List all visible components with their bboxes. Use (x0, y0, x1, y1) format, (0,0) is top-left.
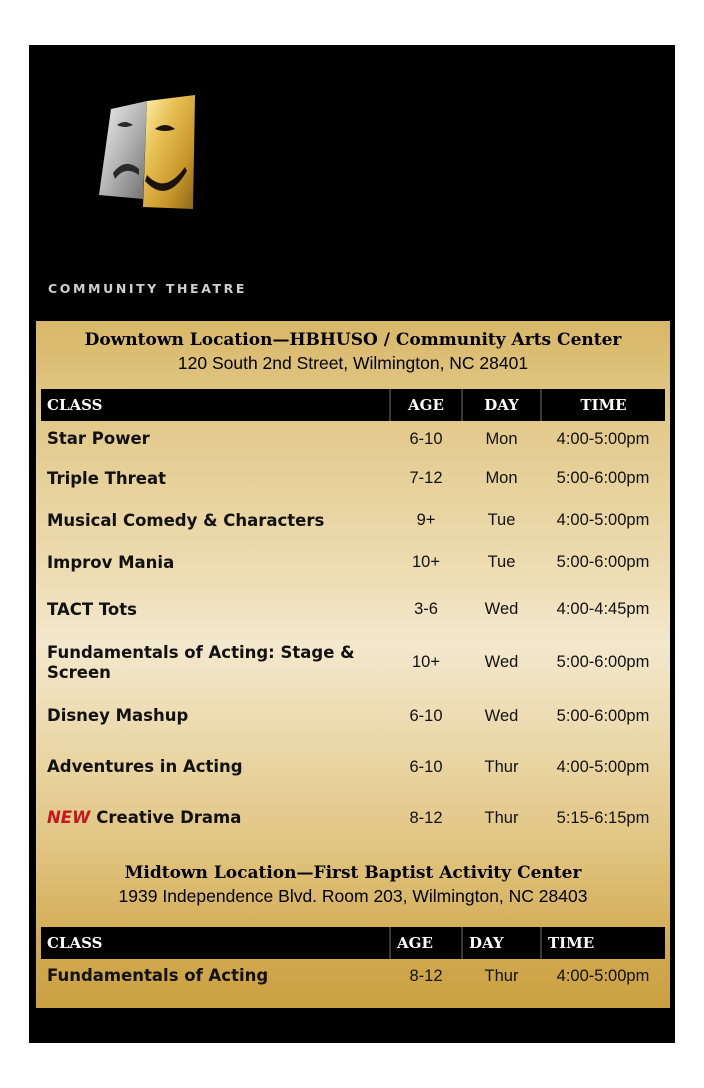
class-day: Tue (487, 511, 516, 529)
downtown-schedule-table (41, 389, 665, 844)
class-name: TACT Tots (47, 599, 137, 619)
class-time: 4:00-4:45pm (556, 600, 650, 618)
schedule-panel (36, 321, 670, 1008)
class-name: Musical Comedy & Characters (47, 510, 325, 530)
time-column-header: TIME (541, 927, 665, 959)
table-row (41, 742, 665, 792)
class-time: 4:00-5:00pm (556, 757, 650, 776)
class-day: Thur (484, 757, 519, 776)
class-column-header: CLASS (41, 389, 390, 421)
downtown-location-address: 120 South 2nd Street, Wilmington, NC 28401 (177, 353, 529, 373)
class-name: Star Power (47, 429, 150, 448)
class-day: Mon (485, 469, 518, 487)
midtown-location-title: Midtown Location—First Baptist Activity Center (124, 863, 582, 883)
class-column-header: CLASS (41, 927, 390, 959)
downtown-location-header (36, 329, 670, 375)
class-age: 3-6 (414, 600, 438, 618)
midtown-schedule-table (41, 927, 665, 993)
table-row (41, 541, 665, 584)
class-age: 6-10 (409, 757, 443, 776)
table-row (41, 792, 665, 844)
class-day: Wed (484, 600, 519, 618)
class-day: Tue (487, 553, 516, 571)
flyer (29, 45, 675, 1043)
class-time: 5:00-6:00pm (556, 553, 650, 571)
midtown-location-address: 1939 Independence Blvd. Room 203, Wilmington, NC 28403 (118, 886, 588, 906)
downtown-location-title: Downtown Location—HBHUSO / Community Arts Center (84, 330, 622, 350)
class-time: 5:00-6:00pm (556, 706, 650, 725)
table-row (41, 690, 665, 742)
class-name-text: Creative Drama (96, 808, 242, 827)
class-name (41, 792, 390, 844)
class-age: 10+ (412, 553, 440, 571)
class-age: 6-10 (409, 706, 443, 725)
class-age: 8-12 (409, 808, 443, 827)
table-header-row (41, 927, 665, 959)
class-time: 5:00-6:00pm (556, 653, 650, 671)
table-header-row (41, 389, 665, 421)
class-age: 6-10 (409, 429, 443, 448)
time-column-header: TIME (541, 389, 665, 421)
class-time: 4:00-5:00pm (556, 511, 650, 529)
new-badge: NEW (47, 808, 91, 827)
midtown-location-header (36, 862, 670, 908)
class-age: 7-12 (409, 469, 443, 487)
table-row (41, 584, 665, 635)
class-name: Improv Mania (47, 552, 175, 572)
class-day: Wed (484, 653, 519, 671)
class-day: Thur (484, 808, 519, 827)
day-column-header: DAY (462, 927, 541, 959)
class-name: Adventures in Acting (47, 757, 243, 776)
table-row (41, 500, 665, 541)
class-age: 9+ (416, 511, 436, 529)
class-age: 8-12 (409, 966, 443, 985)
class-name: Disney Mashup (47, 706, 189, 725)
class-name: Triple Threat (47, 468, 166, 488)
class-time: 4:00-5:00pm (556, 429, 650, 448)
class-day: Thur (484, 966, 519, 985)
day-column-header: DAY (462, 389, 541, 421)
table-row (41, 421, 665, 457)
tagline: COMMUNITY THEATRE (48, 281, 247, 296)
class-age: 10+ (412, 653, 440, 671)
class-name: Fundamentals of Acting (47, 966, 269, 985)
age-column-header: AGE (390, 389, 462, 421)
class-name: Fundamentals of Acting: Stage & Screen (47, 642, 355, 682)
table-row (41, 959, 665, 993)
age-column-header: AGE (390, 927, 462, 959)
class-day: Mon (485, 429, 518, 448)
table-row (41, 635, 665, 690)
comedy-tragedy-masks-icon (99, 95, 199, 213)
table-row (41, 457, 665, 500)
class-time: 5:15-6:15pm (556, 808, 650, 827)
class-day: Wed (484, 706, 519, 725)
class-time: 5:00-6:00pm (556, 469, 650, 487)
class-time: 4:00-5:00pm (556, 966, 650, 985)
